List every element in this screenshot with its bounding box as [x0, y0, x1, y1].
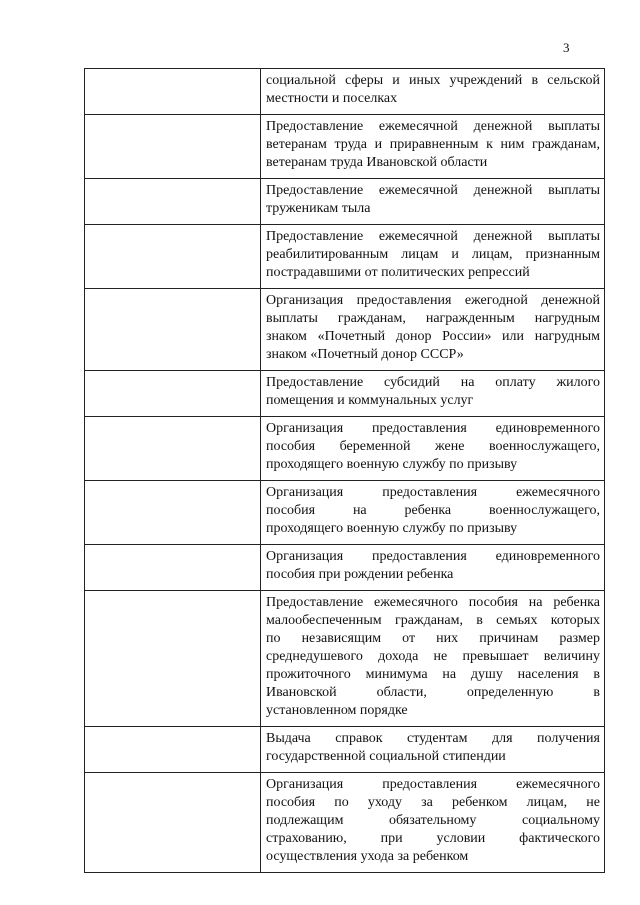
description-line: местности и поселках — [266, 91, 398, 106]
description-line: пострадавшими от политических репрессий — [266, 265, 530, 280]
description-line: помещения и коммунальных услуг — [266, 393, 474, 408]
service-description — [261, 545, 604, 590]
description-line: страхованию, при условии фактического — [266, 831, 600, 846]
description-line: Организация предоставления ежемесячного — [266, 485, 600, 500]
row-left-cell — [85, 225, 261, 289]
service-description — [261, 773, 604, 872]
description-line: установленном порядке — [266, 703, 408, 718]
row-left-cell — [85, 371, 261, 417]
service-description-cell — [261, 225, 605, 289]
description-line: подлежащим обязательному социальному — [266, 813, 600, 828]
row-left-cell — [85, 115, 261, 179]
description-line: Организация предоставления ежемесячного — [266, 777, 600, 792]
description-line: ветеранам труда Ивановской области — [266, 155, 488, 170]
services-table-body — [85, 69, 605, 873]
row-left-cell — [85, 69, 261, 115]
description-line: проходящего военную службу по призыву — [266, 457, 518, 472]
row-left-cell — [85, 727, 261, 773]
table-row — [85, 179, 605, 225]
service-description-cell — [261, 371, 605, 417]
description-line: социальной сферы и иных учреждений в сельской — [266, 73, 600, 88]
table-row — [85, 289, 605, 371]
description-line: Ивановской области, определенную в — [266, 685, 600, 700]
service-description — [261, 289, 604, 370]
service-description-cell — [261, 545, 605, 591]
service-description-cell — [261, 727, 605, 773]
page-number: 3 — [563, 40, 570, 55]
service-description — [261, 69, 604, 114]
row-left-cell — [85, 289, 261, 371]
description-line: ветеранам труда и приравненным к ним гражданам, — [266, 137, 600, 152]
table-row — [85, 371, 605, 417]
service-description-cell — [261, 417, 605, 481]
table-row — [85, 115, 605, 179]
service-description-cell — [261, 591, 605, 727]
service-description — [261, 371, 604, 416]
row-left-cell — [85, 773, 261, 873]
service-description — [261, 481, 604, 544]
row-left-cell — [85, 417, 261, 481]
service-description-cell — [261, 289, 605, 371]
table-row — [85, 225, 605, 289]
description-line: пособия на ребенка военнослужащего, — [266, 503, 600, 518]
description-line: малообеспеченным гражданам, в семьях которых — [266, 613, 600, 628]
service-description-cell — [261, 481, 605, 545]
description-line: проходящего военную службу по призыву — [266, 521, 518, 536]
service-description — [261, 417, 604, 480]
description-line: Выдача справок студентам для получения — [266, 731, 600, 746]
row-left-cell — [85, 545, 261, 591]
description-line: пособия по уходу за ребенком лицам, не — [266, 795, 600, 810]
description-line: прожиточного минимума на душу населения в — [266, 667, 600, 682]
service-description-cell — [261, 773, 605, 873]
table-row — [85, 773, 605, 873]
row-left-cell — [85, 179, 261, 225]
table-row — [85, 481, 605, 545]
service-description — [261, 225, 604, 288]
description-line: среднедушевого дохода не превышает величину — [266, 649, 600, 664]
description-line: пособия беременной жене военнослужащего, — [266, 439, 600, 454]
table-row — [85, 69, 605, 115]
description-line: знаком «Почетный донор СССР» — [266, 347, 464, 362]
description-line: Предоставление ежемесячной денежной выплаты — [266, 183, 600, 198]
table-row — [85, 591, 605, 727]
services-table — [84, 68, 605, 873]
description-line: пособия при рождении ребенка — [266, 567, 454, 582]
description-line: знаком «Почетный донор России» или нагрудным — [266, 329, 600, 344]
description-line: Предоставление ежемесячной денежной выплаты — [266, 229, 600, 244]
description-line: осуществления ухода за ребенком — [266, 849, 469, 864]
service-description-cell — [261, 69, 605, 115]
service-description — [261, 727, 604, 772]
table-row — [85, 545, 605, 591]
row-left-cell — [85, 591, 261, 727]
description-line: Организация предоставления ежегодной денежной — [266, 293, 600, 308]
service-description-cell — [261, 115, 605, 179]
table-row — [85, 727, 605, 773]
description-line: Предоставление ежемесячного пособия на ребенка — [266, 595, 600, 610]
description-line: Предоставление субсидий на оплату жилого — [266, 375, 600, 390]
service-description — [261, 179, 604, 224]
description-line: Предоставление ежемесячной денежной выплаты — [266, 119, 600, 134]
table-row — [85, 417, 605, 481]
description-line: государственной социальной стипендии — [266, 749, 506, 764]
description-line: труженикам тыла — [266, 201, 371, 216]
service-description — [261, 115, 604, 178]
description-line: выплаты гражданам, награжденным нагрудным — [266, 311, 600, 326]
service-description — [261, 591, 604, 726]
description-line: Организация предоставления единовременного — [266, 549, 600, 564]
service-description-cell — [261, 179, 605, 225]
description-line: реабилитированным лицам и лицам, признанным — [266, 247, 600, 262]
description-line: Организация предоставления единовременного — [266, 421, 600, 436]
row-left-cell — [85, 481, 261, 545]
description-line: по независящим от них причинам размер — [266, 631, 600, 646]
